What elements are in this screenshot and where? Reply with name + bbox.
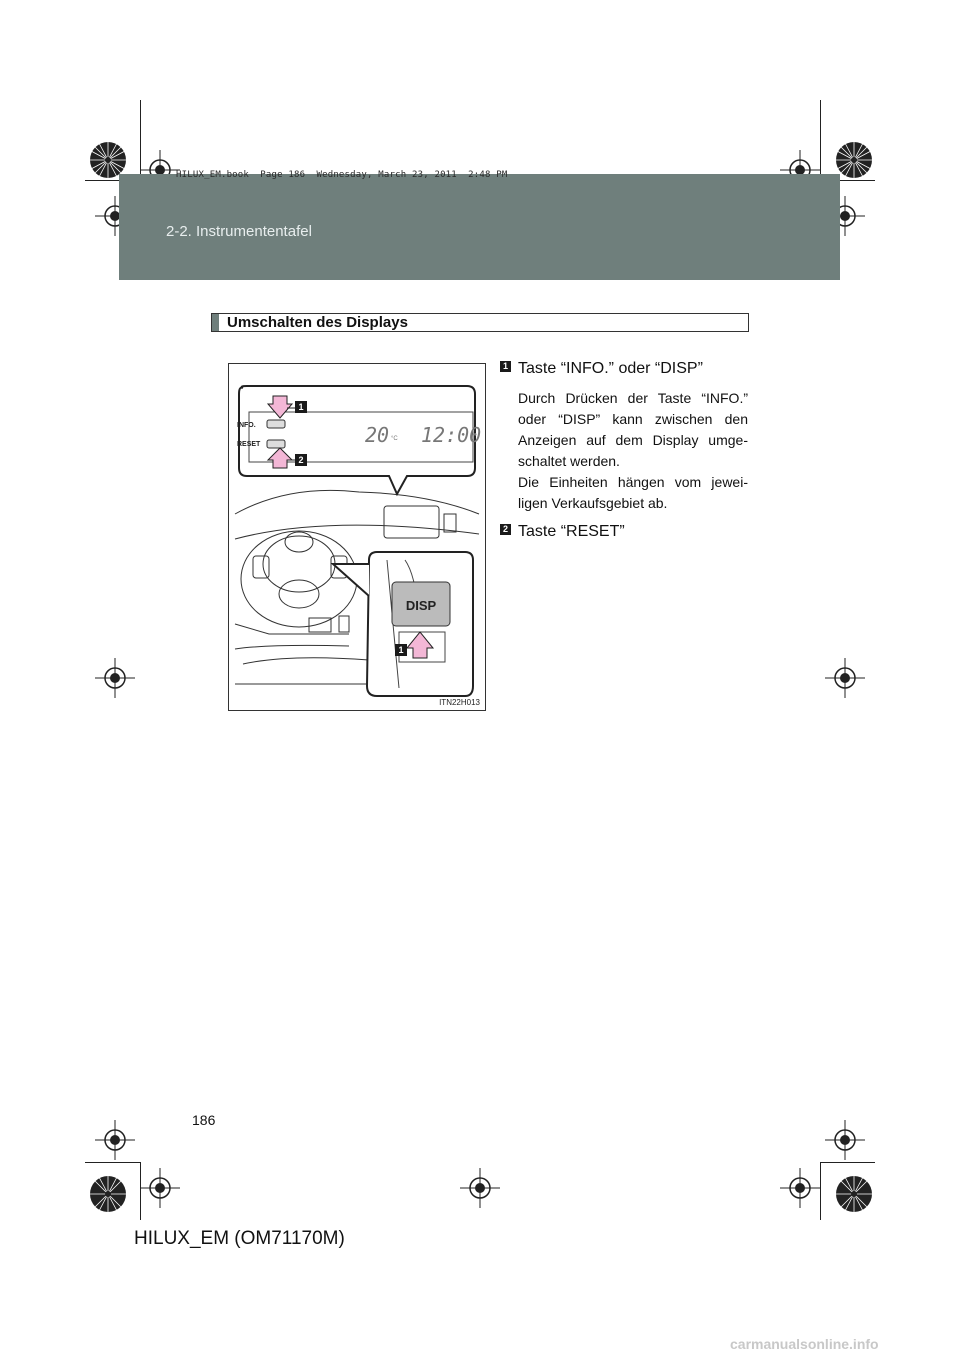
crosshair-icon bbox=[460, 1168, 500, 1208]
crosshair-icon bbox=[825, 658, 865, 698]
section-breadcrumb: 2-2. Instrumententafel bbox=[166, 223, 312, 240]
temp-readout: 20 bbox=[365, 423, 390, 447]
crop-mark bbox=[820, 1162, 821, 1220]
page-number: 186 bbox=[192, 1112, 216, 1128]
disp-label: DISP bbox=[405, 598, 437, 613]
crosshair-icon bbox=[140, 1168, 180, 1208]
item-heading-text: Taste “INFO.” oder “DISP” bbox=[518, 360, 703, 377]
temp-unit: °C bbox=[391, 436, 398, 442]
crosshair-icon bbox=[825, 1120, 865, 1160]
registration-mark-icon bbox=[834, 1174, 874, 1214]
callout-number: 1 bbox=[298, 402, 304, 412]
crop-mark bbox=[85, 1162, 140, 1163]
figure-id: ITN22H013 bbox=[439, 698, 480, 707]
crosshair-icon bbox=[780, 1168, 820, 1208]
section-title: Umschalten des Displays bbox=[227, 314, 408, 331]
title-accent-bar bbox=[212, 314, 219, 331]
dashboard-drawing bbox=[229, 364, 485, 710]
print-info: HILUX_EM.book Page 186 Wednesday, March 23, 2011 2:48 PM bbox=[176, 170, 508, 180]
crosshair-icon bbox=[95, 1120, 135, 1160]
item-heading-text: Taste “RESET” bbox=[518, 523, 625, 540]
registration-mark-icon bbox=[88, 1174, 128, 1214]
item-heading-1 bbox=[500, 360, 703, 378]
reset-label: RESET bbox=[237, 441, 261, 448]
item-paragraph: Durch Drücken der Taste “INFO.” oder “DISP” kann zwischen den Anzeigen auf dem Display umge-schaltet werden. bbox=[518, 390, 748, 469]
registration-mark-icon bbox=[834, 140, 874, 180]
callout-number: 1 bbox=[398, 645, 404, 655]
crosshair-icon bbox=[95, 658, 135, 698]
crop-mark bbox=[820, 1162, 875, 1163]
time-readout: 12:00 bbox=[421, 423, 482, 447]
document-code: HILUX_EM (OM71170M) bbox=[134, 1228, 345, 1249]
info-label: INFO. bbox=[237, 422, 256, 429]
section-title-box bbox=[211, 313, 749, 332]
crop-mark bbox=[820, 100, 821, 180]
item-number-badge: 2 bbox=[500, 524, 511, 535]
item-number-badge: 1 bbox=[500, 361, 511, 372]
dashboard-illustration bbox=[228, 363, 486, 711]
watermark: carmanualsonline.info bbox=[730, 1336, 879, 1352]
item-heading-2 bbox=[500, 523, 625, 541]
item-paragraph: Die Einheiten hängen vom jewei-ligen Verkaufsgebiet ab. bbox=[518, 474, 748, 511]
callout-number: 2 bbox=[298, 455, 304, 465]
